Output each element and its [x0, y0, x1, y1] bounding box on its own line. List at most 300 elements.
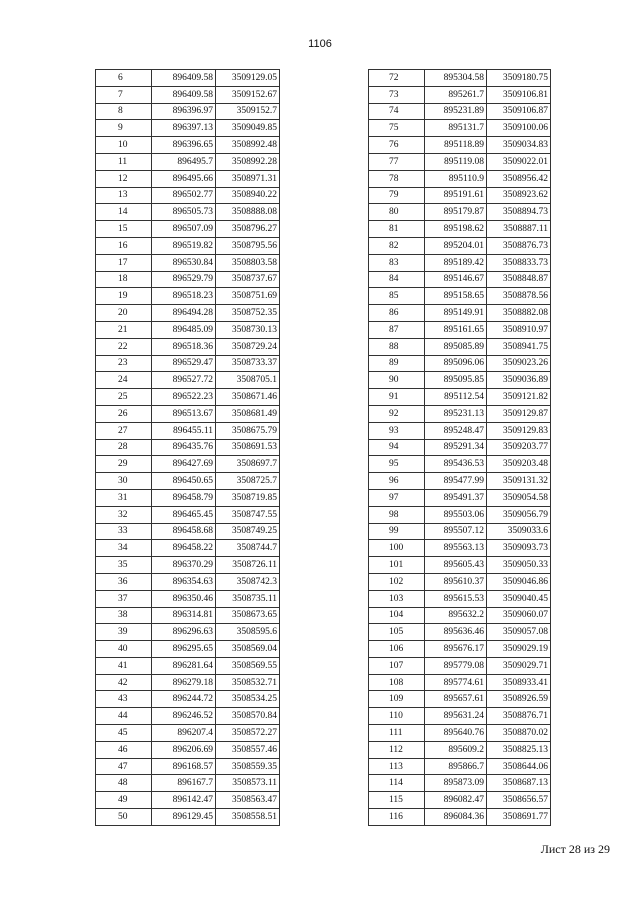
table-row	[369, 691, 551, 708]
x-coordinate: 896409.58	[152, 70, 216, 87]
point-number: 83	[369, 254, 425, 271]
x-coordinate: 895158.65	[425, 288, 487, 305]
table-row	[369, 288, 551, 305]
x-coordinate: 895095.85	[425, 372, 487, 389]
point-number: 9	[96, 120, 152, 137]
x-coordinate: 896505.73	[152, 204, 216, 221]
point-number: 29	[96, 456, 152, 473]
y-coordinate: 3508558.51	[216, 809, 280, 826]
y-coordinate: 3508725.7	[216, 473, 280, 490]
point-number: 115	[369, 792, 425, 809]
table-row	[369, 607, 551, 624]
x-coordinate: 895191.61	[425, 187, 487, 204]
point-number: 74	[369, 103, 425, 120]
table-row	[369, 439, 551, 456]
x-coordinate: 895774.61	[425, 674, 487, 691]
table-row	[369, 86, 551, 103]
table-row	[369, 237, 551, 254]
point-number: 85	[369, 288, 425, 305]
y-coordinate: 3508730.13	[216, 321, 280, 338]
x-coordinate: 895131.7	[425, 120, 487, 137]
y-coordinate: 3509049.85	[216, 120, 280, 137]
point-number: 97	[369, 489, 425, 506]
y-coordinate: 3508705.1	[216, 372, 280, 389]
x-coordinate: 896295.65	[152, 641, 216, 658]
y-coordinate: 3508559.35	[216, 758, 280, 775]
y-coordinate: 3509100.06	[487, 120, 551, 137]
table-row	[96, 506, 280, 523]
point-number: 78	[369, 170, 425, 187]
point-number: 94	[369, 439, 425, 456]
point-number: 79	[369, 187, 425, 204]
x-coordinate: 895110.9	[425, 170, 487, 187]
x-coordinate: 896396.65	[152, 137, 216, 154]
point-number: 113	[369, 758, 425, 775]
table-row	[96, 137, 280, 154]
x-coordinate: 895436.53	[425, 456, 487, 473]
table-row	[369, 573, 551, 590]
x-coordinate: 896397.13	[152, 120, 216, 137]
y-coordinate: 3509050.33	[487, 557, 551, 574]
y-coordinate: 3508572.27	[216, 725, 280, 742]
table-row	[96, 271, 280, 288]
table-row	[369, 170, 551, 187]
table-row	[96, 439, 280, 456]
table-row	[96, 321, 280, 338]
y-coordinate: 3508894.73	[487, 204, 551, 221]
y-coordinate: 3508744.7	[216, 540, 280, 557]
point-number: 8	[96, 103, 152, 120]
x-coordinate: 896458.68	[152, 523, 216, 540]
x-coordinate: 896082.47	[425, 792, 487, 809]
y-coordinate: 3508933.41	[487, 674, 551, 691]
point-number: 92	[369, 405, 425, 422]
point-number: 90	[369, 372, 425, 389]
table-row	[369, 590, 551, 607]
x-coordinate: 895231.13	[425, 405, 487, 422]
point-number: 72	[369, 70, 425, 87]
y-coordinate: 3508742.3	[216, 573, 280, 590]
x-coordinate: 896495.7	[152, 153, 216, 170]
x-coordinate: 895676.17	[425, 641, 487, 658]
x-coordinate: 895198.62	[425, 221, 487, 238]
y-coordinate: 3508595.6	[216, 624, 280, 641]
point-number: 10	[96, 137, 152, 154]
y-coordinate: 3509203.48	[487, 456, 551, 473]
point-number: 35	[96, 557, 152, 574]
table-row	[369, 775, 551, 792]
table-row	[369, 506, 551, 523]
y-coordinate: 3508795.56	[216, 237, 280, 254]
y-coordinate: 3508673.65	[216, 607, 280, 624]
table-row	[369, 540, 551, 557]
x-coordinate: 895491.37	[425, 489, 487, 506]
x-coordinate: 896396.97	[152, 103, 216, 120]
y-coordinate: 3508557.46	[216, 741, 280, 758]
point-number: 82	[369, 237, 425, 254]
y-coordinate: 3508882.08	[487, 305, 551, 322]
y-coordinate: 3509046.86	[487, 573, 551, 590]
point-number: 116	[369, 809, 425, 826]
y-coordinate: 3508737.67	[216, 271, 280, 288]
point-number: 36	[96, 573, 152, 590]
table-row	[369, 792, 551, 809]
table-row	[369, 137, 551, 154]
point-number: 91	[369, 389, 425, 406]
point-number: 28	[96, 439, 152, 456]
y-coordinate: 3508675.79	[216, 422, 280, 439]
y-coordinate: 3508573.11	[216, 775, 280, 792]
point-number: 93	[369, 422, 425, 439]
x-coordinate: 895189.42	[425, 254, 487, 271]
x-coordinate: 896354.63	[152, 573, 216, 590]
y-coordinate: 3508656.57	[487, 792, 551, 809]
table-row	[369, 271, 551, 288]
table-row	[96, 607, 280, 624]
x-coordinate: 895873.09	[425, 775, 487, 792]
table-row	[96, 70, 280, 87]
point-number: 20	[96, 305, 152, 322]
table-row	[369, 305, 551, 322]
table-row	[369, 489, 551, 506]
table-row	[369, 120, 551, 137]
table-row	[96, 725, 280, 742]
y-coordinate: 3508729.24	[216, 338, 280, 355]
y-coordinate: 3508726.11	[216, 557, 280, 574]
y-coordinate: 3508752.35	[216, 305, 280, 322]
table-row	[96, 758, 280, 775]
table-row	[96, 489, 280, 506]
y-coordinate: 3509203.77	[487, 439, 551, 456]
y-coordinate: 3509129.87	[487, 405, 551, 422]
point-number: 109	[369, 691, 425, 708]
table-row	[96, 237, 280, 254]
point-number: 99	[369, 523, 425, 540]
table-row	[96, 338, 280, 355]
y-coordinate: 3508992.48	[216, 137, 280, 154]
point-number: 17	[96, 254, 152, 271]
table-row	[369, 338, 551, 355]
x-coordinate: 895119.08	[425, 153, 487, 170]
table-row	[96, 86, 280, 103]
y-coordinate: 3508992.28	[216, 153, 280, 170]
table-row	[369, 187, 551, 204]
x-coordinate: 896450.65	[152, 473, 216, 490]
y-coordinate: 3508671.46	[216, 389, 280, 406]
point-number: 77	[369, 153, 425, 170]
y-coordinate: 3508941.75	[487, 338, 551, 355]
point-number: 114	[369, 775, 425, 792]
point-number: 40	[96, 641, 152, 658]
point-number: 86	[369, 305, 425, 322]
x-coordinate: 895118.89	[425, 137, 487, 154]
point-number: 13	[96, 187, 152, 204]
table-row	[369, 221, 551, 238]
table-row	[96, 557, 280, 574]
point-number: 81	[369, 221, 425, 238]
table-row	[96, 775, 280, 792]
table-row	[369, 422, 551, 439]
x-coordinate: 896458.79	[152, 489, 216, 506]
point-number: 18	[96, 271, 152, 288]
x-coordinate: 896142.47	[152, 792, 216, 809]
point-number: 37	[96, 590, 152, 607]
point-number: 45	[96, 725, 152, 742]
point-number: 48	[96, 775, 152, 792]
point-number: 50	[96, 809, 152, 826]
x-coordinate: 896296.63	[152, 624, 216, 641]
point-number: 25	[96, 389, 152, 406]
table-row	[369, 624, 551, 641]
y-coordinate: 3508735.11	[216, 590, 280, 607]
coordinates-table-left	[95, 69, 280, 826]
point-number: 47	[96, 758, 152, 775]
point-number: 98	[369, 506, 425, 523]
point-number: 26	[96, 405, 152, 422]
x-coordinate: 895146.67	[425, 271, 487, 288]
point-number: 107	[369, 657, 425, 674]
point-number: 75	[369, 120, 425, 137]
x-coordinate: 896465.45	[152, 506, 216, 523]
point-number: 95	[369, 456, 425, 473]
table-row	[96, 809, 280, 826]
table-row	[96, 305, 280, 322]
table-row	[96, 389, 280, 406]
x-coordinate: 896507.09	[152, 221, 216, 238]
table-row	[369, 254, 551, 271]
x-coordinate: 895631.24	[425, 708, 487, 725]
x-coordinate: 895085.89	[425, 338, 487, 355]
table-row	[96, 254, 280, 271]
table-row	[369, 372, 551, 389]
point-number: 46	[96, 741, 152, 758]
y-coordinate: 3508569.55	[216, 657, 280, 674]
y-coordinate: 3508733.37	[216, 355, 280, 372]
table-row	[369, 674, 551, 691]
y-coordinate: 3508681.49	[216, 405, 280, 422]
y-coordinate: 3508876.73	[487, 237, 551, 254]
table-row	[369, 557, 551, 574]
table-row	[96, 422, 280, 439]
y-coordinate: 3509033.6	[487, 523, 551, 540]
table-row	[96, 204, 280, 221]
table-row	[369, 708, 551, 725]
y-coordinate: 3509180.75	[487, 70, 551, 87]
x-coordinate: 895096.06	[425, 355, 487, 372]
y-coordinate: 3508833.73	[487, 254, 551, 271]
x-coordinate: 896314.81	[152, 607, 216, 624]
x-coordinate: 896129.45	[152, 809, 216, 826]
y-coordinate: 3508825.13	[487, 741, 551, 758]
x-coordinate: 896435.76	[152, 439, 216, 456]
x-coordinate: 895261.7	[425, 86, 487, 103]
x-coordinate: 895204.01	[425, 237, 487, 254]
y-coordinate: 3509060.07	[487, 607, 551, 624]
table-row	[96, 641, 280, 658]
point-number: 19	[96, 288, 152, 305]
point-number: 15	[96, 221, 152, 238]
y-coordinate: 3508923.62	[487, 187, 551, 204]
point-number: 42	[96, 674, 152, 691]
table-row	[96, 120, 280, 137]
y-coordinate: 3509056.79	[487, 506, 551, 523]
x-coordinate: 896279.18	[152, 674, 216, 691]
x-coordinate: 895657.61	[425, 691, 487, 708]
table-row	[96, 573, 280, 590]
x-coordinate: 896207.4	[152, 725, 216, 742]
x-coordinate: 896409.58	[152, 86, 216, 103]
x-coordinate: 895866.7	[425, 758, 487, 775]
y-coordinate: 3509034.83	[487, 137, 551, 154]
y-coordinate: 3508644.06	[487, 758, 551, 775]
y-coordinate: 3509121.82	[487, 389, 551, 406]
point-number: 32	[96, 506, 152, 523]
table-row	[369, 355, 551, 372]
y-coordinate: 3508848.87	[487, 271, 551, 288]
y-coordinate: 3508570.84	[216, 708, 280, 725]
x-coordinate: 896168.57	[152, 758, 216, 775]
point-number: 23	[96, 355, 152, 372]
table-row	[96, 170, 280, 187]
y-coordinate: 3509129.83	[487, 422, 551, 439]
table-row	[369, 103, 551, 120]
point-number: 108	[369, 674, 425, 691]
y-coordinate: 3509029.71	[487, 657, 551, 674]
point-number: 73	[369, 86, 425, 103]
point-number: 44	[96, 708, 152, 725]
point-number: 110	[369, 708, 425, 725]
x-coordinate: 895507.12	[425, 523, 487, 540]
point-number: 30	[96, 473, 152, 490]
table-row	[96, 708, 280, 725]
point-number: 27	[96, 422, 152, 439]
y-coordinate: 3509129.05	[216, 70, 280, 87]
table-row	[369, 641, 551, 658]
x-coordinate: 896246.52	[152, 708, 216, 725]
point-number: 43	[96, 691, 152, 708]
x-coordinate: 896244.72	[152, 691, 216, 708]
table-row	[96, 624, 280, 641]
point-number: 112	[369, 741, 425, 758]
point-number: 49	[96, 792, 152, 809]
table-row	[96, 540, 280, 557]
point-number: 21	[96, 321, 152, 338]
x-coordinate: 896084.36	[425, 809, 487, 826]
x-coordinate: 895610.37	[425, 573, 487, 590]
page-number: 1106	[308, 38, 332, 50]
y-coordinate: 3509152.67	[216, 86, 280, 103]
x-coordinate: 896281.64	[152, 657, 216, 674]
y-coordinate: 3508888.08	[216, 204, 280, 221]
point-number: 22	[96, 338, 152, 355]
x-coordinate: 896495.66	[152, 170, 216, 187]
y-coordinate: 3508534.25	[216, 691, 280, 708]
x-coordinate: 895231.89	[425, 103, 487, 120]
y-coordinate: 3508878.56	[487, 288, 551, 305]
x-coordinate: 895615.53	[425, 590, 487, 607]
x-coordinate: 895304.58	[425, 70, 487, 87]
x-coordinate: 896427.69	[152, 456, 216, 473]
table-row	[369, 758, 551, 775]
x-coordinate: 895112.54	[425, 389, 487, 406]
coordinates-table-right	[368, 69, 551, 826]
x-coordinate: 896494.28	[152, 305, 216, 322]
table-row	[96, 103, 280, 120]
x-coordinate: 895149.91	[425, 305, 487, 322]
point-number: 89	[369, 355, 425, 372]
y-coordinate: 3508691.53	[216, 439, 280, 456]
y-coordinate: 3509093.73	[487, 540, 551, 557]
point-number: 88	[369, 338, 425, 355]
table-row	[96, 153, 280, 170]
table-row	[96, 590, 280, 607]
x-coordinate: 895632.2	[425, 607, 487, 624]
y-coordinate: 3509022.01	[487, 153, 551, 170]
y-coordinate: 3508747.55	[216, 506, 280, 523]
x-coordinate: 896206.69	[152, 741, 216, 758]
x-coordinate: 895609.2	[425, 741, 487, 758]
point-number: 111	[369, 725, 425, 742]
point-number: 7	[96, 86, 152, 103]
y-coordinate: 3508940.22	[216, 187, 280, 204]
x-coordinate: 896518.36	[152, 338, 216, 355]
x-coordinate: 895248.47	[425, 422, 487, 439]
table-row	[369, 456, 551, 473]
y-coordinate: 3508532.71	[216, 674, 280, 691]
table-row	[96, 288, 280, 305]
y-coordinate: 3508697.7	[216, 456, 280, 473]
x-coordinate: 895179.87	[425, 204, 487, 221]
y-coordinate: 3508719.85	[216, 489, 280, 506]
table-row	[96, 741, 280, 758]
sheet-footer: Лист 28 из 29	[540, 842, 610, 856]
table-row	[369, 204, 551, 221]
x-coordinate: 896513.67	[152, 405, 216, 422]
y-coordinate: 3509152.7	[216, 103, 280, 120]
point-number: 34	[96, 540, 152, 557]
table-row	[96, 405, 280, 422]
table-row	[369, 741, 551, 758]
point-number: 100	[369, 540, 425, 557]
y-coordinate: 3509023.26	[487, 355, 551, 372]
table-row	[96, 792, 280, 809]
table-row	[96, 674, 280, 691]
point-number: 6	[96, 70, 152, 87]
table-row	[96, 355, 280, 372]
table-row	[369, 725, 551, 742]
y-coordinate: 3508910.97	[487, 321, 551, 338]
point-number: 104	[369, 607, 425, 624]
table-row	[369, 405, 551, 422]
x-coordinate: 896527.72	[152, 372, 216, 389]
x-coordinate: 895779.08	[425, 657, 487, 674]
point-number: 11	[96, 153, 152, 170]
y-coordinate: 3509057.08	[487, 624, 551, 641]
table-row	[369, 809, 551, 826]
point-number: 14	[96, 204, 152, 221]
x-coordinate: 895636.46	[425, 624, 487, 641]
x-coordinate: 896350.46	[152, 590, 216, 607]
y-coordinate: 3508876.71	[487, 708, 551, 725]
point-number: 84	[369, 271, 425, 288]
x-coordinate: 895477.99	[425, 473, 487, 490]
y-coordinate: 3508926.59	[487, 691, 551, 708]
x-coordinate: 896502.77	[152, 187, 216, 204]
point-number: 87	[369, 321, 425, 338]
table-row	[96, 187, 280, 204]
x-coordinate: 895161.65	[425, 321, 487, 338]
x-coordinate: 896370.29	[152, 557, 216, 574]
